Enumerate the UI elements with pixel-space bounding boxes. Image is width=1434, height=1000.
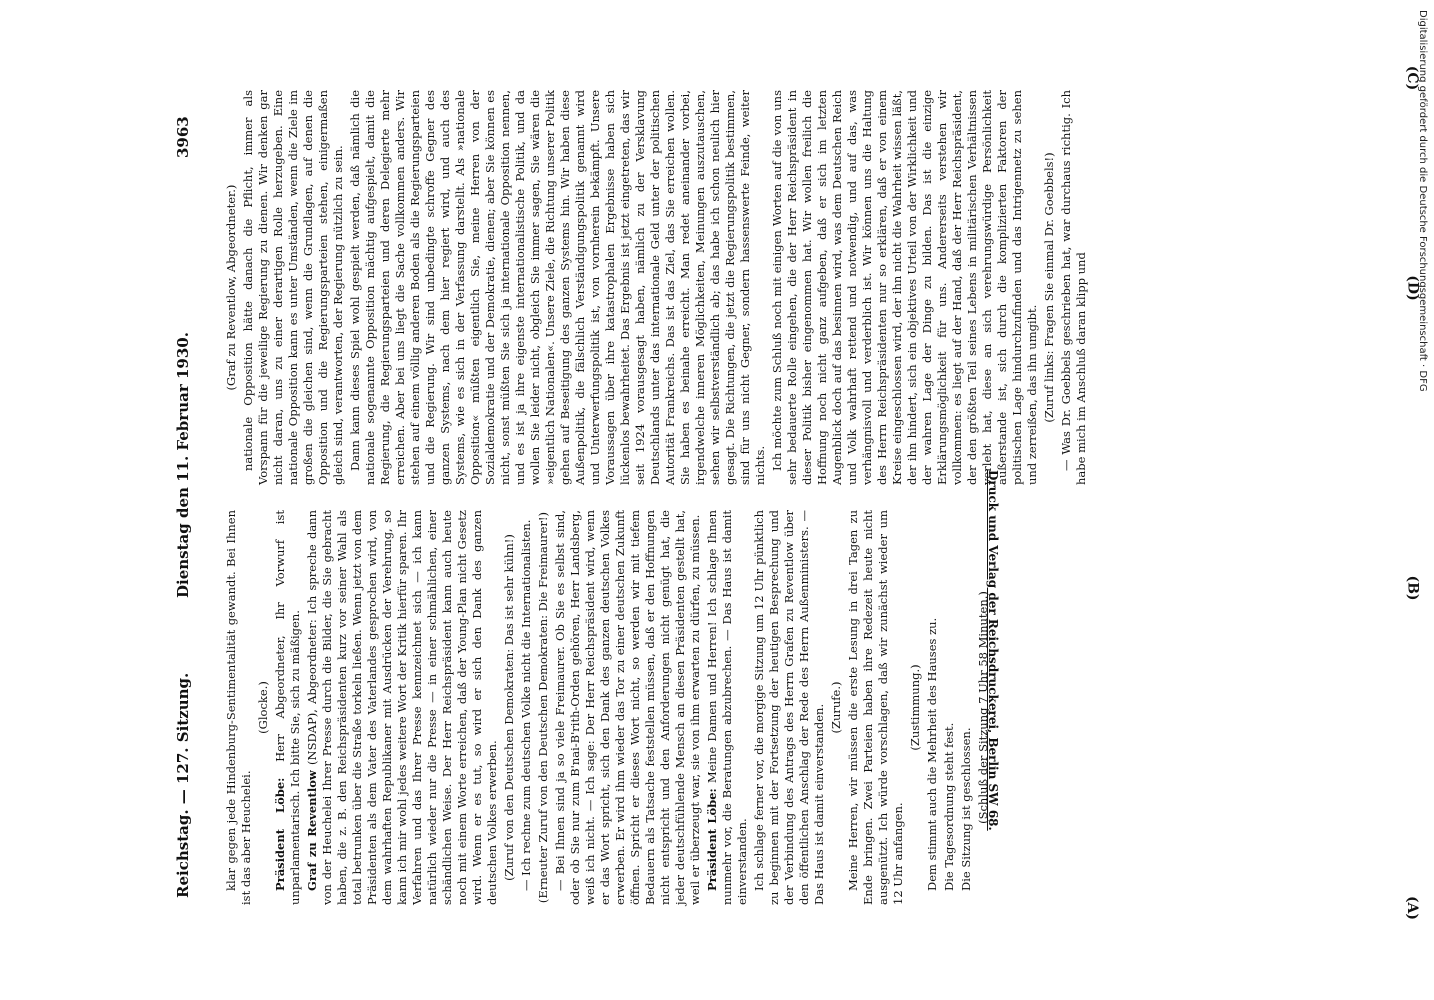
paragraph: (Zuruf von den Deutschen Demokraten: Das ist sehr kühn!) [502,534,516,881]
paragraph: Dem stimmt auch die Mehrheit des Hauses zu. [925,617,939,891]
marker-c: (C) [1404,65,1421,91]
paragraph: (Graf zu Reventlow, Abgeordneter.) [224,184,238,391]
paragraph: (Schluß der Sitzung 7 Uhr 58 Minuten.) [976,591,990,824]
page-header [170,98,200,898]
printer-footer: Druck und Verlag der Reichsdruckerei, Berlin SW 68. [986,470,1000,831]
paragraph: Ich schlage ferner vor, die morgige Sitzung um 12 Uhr pünktlich zu beginnen mit der Fortsetzung der heutigen Besprechung und der Verbindung des Antrags des Herrn Grafen zu Reventlow über den öffentlichen Anschlag der Rede des Herrn Außenministers. — Das Haus ist damit einverstanden. [752,510,826,905]
marker-d: (D) [1404,275,1421,301]
page-number: 3963 [174,116,192,158]
paragraph: (Zuruf links: Fragen Sie einmal Dr. Goebbels!) [1042,152,1056,423]
paragraph: Meine Herren, wir müssen die erste Lesung in drei Tagen zu Ende bringen. Zwei Parteien haben ihre Redezeit heute nicht ausgenützt. Ich würde vorschlagen, daß wir zunächst wieder um 12 Uhr anfangen. [846,510,905,905]
left-column [224,90,1374,485]
paragraph: Präsident Löbe: Herr Abgeordneter, Ihr Vorwurf ist unparlamentarisch. Ich bitte Sie, sich zu mäßigen. [273,510,302,905]
document-page [154,60,1374,940]
paragraph: Dann kann dieses Spiel wohl gespielt werden, daß nämlich die nationale sogenannte Opposition mächtig aufgespielt, damit die Regierung, die Regierungsparteien und deren Delegierte mehr erreichen. Aber bei uns liegt die Sache vollkommen anders. Wir stehen auf einem völlig anderen Boden als die Regierungsparteien und die Regierung. Wir sind unbedingte schroffe Gegner des ganzen Systems, nach dem hier regiert wird, und auch des Systems, wie es sich in der Verfassung darstellt. Als »nationale Opposition« müßten eigentlich Sie, meine Herren von der Sozialdemokratie und der Demokratie, dienen; aber Sie können es nicht, sonst müßten Sie sich ja internationale Opposition nennen, und es ist ja ihre eigenste internationalistische Politik, und da wollen Sie leider nicht, obgleich Sie immer sagen, Sie wären die »eigentlich Nationalen«. Unsere Ziele, die Richtung unserer Politik gehen auf Beseitigung des ganzen Systems hin. Wir haben diese Außenpolitik, die fälschlich Verständigungspolitik genannt wird und Unterwerfungspolitik ist, von vornherein bekämpft. Unsere Voraussagen über ihre katastrophalen Ergebnisse haben sich lückenlos bewahrheitet. Das Ergebnis ist jetzt eingetreten, das wir seit 1924 vorausgesagt haben, nämlich zu der Versklavung Deutschlands unter das internationale Geld unter der politischen Autorität Frankreichs. Das ist das Ziel, das Sie erreichen wollen. Sie haben es beinahe erreicht. Man redet aneinander vorbei, irgendwelche inneren Möglichkeiten, Meinungen auszutauschen, sehen wir selbstverständlich ab; das habe ich schon neulich hier gesagt. Die Richtungen, die jetzt die Regierungspolitik bestimmen, sind für uns nicht Gegner, sondern hassenswerte Feinde, weiter nichts. [348,90,767,485]
paragraph: nationale Opposition hätte danach die Pflicht, immer als Vorspann für die jeweilige Regierung zu dienen. Wir denken gar nicht daran, uns zu einer derartigen Rolle herzugeben. Eine nationale Opposition kann es unter Umständen, wenn die Ziele im großen die gleichen sind, wenn die Grundlagen, auf denen die Opposition und die Regierungsparteien stehen, einigermaßen gleich sind, verantworten, der Regierung nützlich zu sein. [241,90,345,485]
paragraph: (Zustimmung.) [908,664,922,751]
paragraph: Die Tagesordnung steht fest. [942,722,956,891]
right-column [224,510,1374,905]
marker-b: (B) [1404,575,1421,601]
paragraph: Die Sitzung ist geschlossen. [959,727,973,891]
paragraph: — Ich rechne zum deutschen Volke nicht die Internationalisten. [519,519,533,891]
dfg-side-note: Digitalisierung gefördert durch die Deutsche Forschungsgemeinschaft · DFG [1417,10,1428,392]
marker-a: (A) [1404,895,1421,921]
paragraph: — Was Dr. Goebbels geschrieben hat, war durchaus richtig. Ich habe mich im Anschluß daran klipp und [1059,90,1088,485]
paragraph: klar gegen jede Hindenburg-Sentimentalität gewandt. Bei Ihnen ist das aber Heuchelei. [224,510,253,905]
paragraph: Graf zu Reventlow (NSDAP), Abgeordneter: Ich spreche dann von der Heuchelei Ihrer Presse durch die Bilder, die Sie gebracht haben, die z. B. den Reichspräsidenten kurz vor seiner Wahl als total betrunken über die Straße torkeln ließen. Wenn jetzt von dem Präsidenten als dem Vater des Vaterlandes gesprochen wird, von dem wahrhaften Republikaner mit Ausdrücken der Verehrung, so kann ich mir wohl jedes weitere Wort der Kritik hierfür sparen. Ihr Verfahren und das Ihrer Presse kennzeichnet sich — ich kann natürlich wieder nur die Presse — in einer schmählichen, einer schändlichen Weise. Der Herr Reichspräsident kann auch heute noch mit einem Worte erreichen, daß der Young-Plan nicht Gesetz wird. Wenn er es tut, so wird er sich den Dank des ganzen deutschen Volkes erwerben. [305,510,499,905]
paragraph: — Bei Ihnen sind ja so viele Freimaurer. Ob Sie es selbst sind, oder ob Sie nur zum B'nai-B'rith-Orden gehören, Herr Landsberg, weiß ich nicht. — Ich sage: Der Herr Reichspräsident wird, wenn er das Wort spricht, sich den Dank des ganzen deutschen Volkes erwerben. Er wird ihm wieder das Tor zu einer deutschen Zukunft öffnen. Spricht er dieses Wort nicht, so werden wir mit tiefem Bedauern als Tatsache feststellen müssen, daß er den Hoffnungen nicht entspricht und den Anforderungen nicht genügt hat, die jeder deutschfühlende Mensch an diesen Präsidenten gestellt hat, weil er überzeugt war, sie von ihm erwarten zu dürfen, zu müssen. [553,510,702,905]
paragraph: Ich möchte zum Schluß noch mit einigen Worten auf die von uns sehr bedauerte Rolle eingehen, die der Herr Reichspräsident in dieser Politik bisher eingenommen hat. Wir wollen freilich die Hoffnung noch nicht ganz aufgeben, daß er sich im letzten Augenblick doch auf das besinnen wird, was dem Deutschen Reich und Volk wahrhaft rettend und notwendig, und auf das, was verhängnisvoll und verderblich ist. Wir können uns die Haltung des Herrn Reichspräsidenten nur so erklären, daß er von einem Kreise eingeschlossen wird, der ihn nicht die Wahrheit wissen läßt, der ihn hindert, sich ein objektives Urteil von der Wirklichkeit und der wahren Lage der Dinge zu bilden. Das ist die einzige Erklärungsmöglichkeit für uns. Andererseits verstehen wir vollkommen: es liegt auf der Hand, daß der Herr Reichspräsident, der den größten Teil seines Lebens in militärischen Verhältnissen verlebt hat, diese an sich verehrungswürdige Persönlichkeit außerstande ist, sich durch die komplizierten Faktoren der politischen Lage hindurchzufinden und das Intrigennetz zu sehen und zerreißen, das ihn umgibt. [770,90,1039,485]
header-left: Reichstag. — 127. Sitzung. [174,672,192,898]
paragraph: Präsident Löbe: Meine Damen und Herren! Ich schlage Ihnen nunmehr vor, die Beratungen abzubrechen. — Das Haus ist damit einverstanden. [705,510,749,905]
paragraph: (Erneuter Zuruf von den Deutschen Demokraten: Die Freimaurer!) [536,511,550,904]
header-date: Dienstag den 11. Februar 1930. [174,332,192,598]
paragraph: (Zurufe.) [829,681,843,734]
paragraph: (Glocke.) [256,681,270,734]
